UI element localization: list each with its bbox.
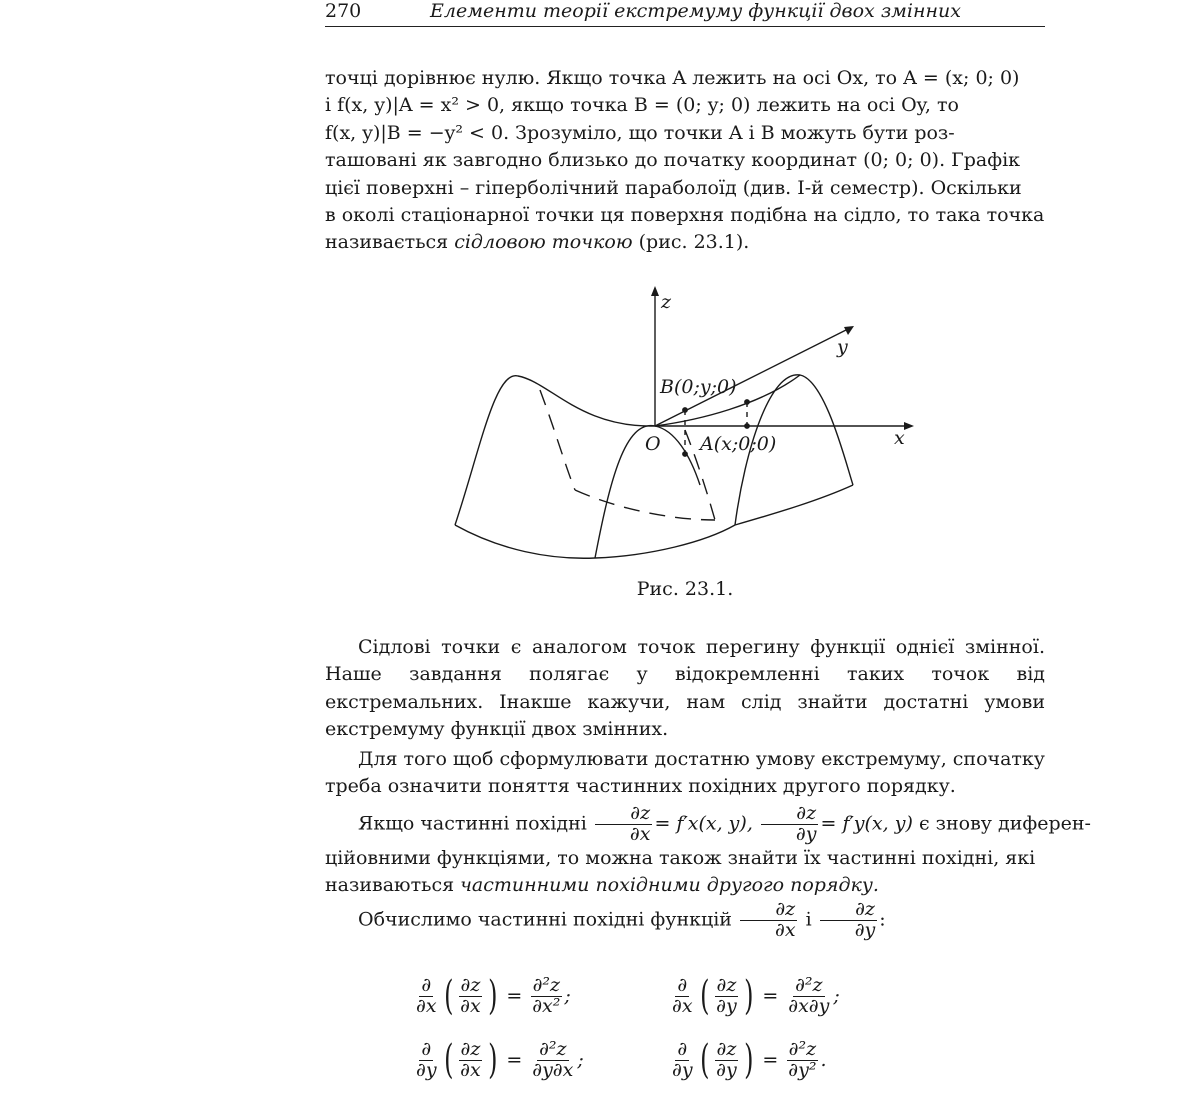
text-line: ційовними функціями, то можна також знайти їх частинні похідні, які: [325, 846, 1036, 869]
label-point-B: B(0;y;0): [660, 376, 737, 398]
label-x: x: [894, 427, 905, 449]
equation-dydx: $\frac{\partial}{\partial y}$ ( $\frac{\partial z}{\partial x}$ ) = $\frac{\text{∂²z}}{\partial y\partial x}$ ;: [416, 1037, 584, 1084]
text-line: називається сідловою точкою (рис. 23.1).: [325, 231, 750, 254]
x-axis-arrow: [904, 422, 914, 430]
emphasis-term: частинними похідними другого порядку.: [460, 874, 879, 897]
label-z: z: [661, 291, 672, 313]
text-paragraph: Сідлові точки є аналогом точок перегину функції однієї змінної. Наше завдання полягає у відокремленні таких точок від екстремальних. Інакше кажучи, нам слід знайти достатні умови екстремуму функції двох змінних.: [325, 636, 1045, 741]
equation-dxdx: $\frac{\partial}{\partial x}$ ( $\frac{\partial z}{\partial x}$ ) = $\frac{\text{∂²z}}{\text{∂x²}}$ ;: [416, 973, 571, 1020]
text-line: ташовані як завгодно близько до початку координат (0; 0; 0). Графік: [325, 149, 1021, 172]
point-A: [745, 424, 749, 428]
figure-caption: Рис. 23.1.: [636, 578, 734, 600]
text-line: Якщо частинні похідні $\frac{\partial z}{\partial x}$ = f′x(x, y), $\frac{\partial z}{\partial y}$ = f′y(x, y) є знову диферен-: [358, 802, 1091, 845]
text-line: називаються частинними похідними другого порядку.: [325, 874, 879, 897]
fraction-dz-dy: $\frac{\partial z}{\partial y}$: [761, 804, 819, 845]
paragraph-second-order: [325, 746, 1045, 801]
front-bottom-edge: [455, 525, 735, 558]
z-axis-arrow: [651, 286, 659, 296]
running-header: [325, 0, 1045, 27]
paragraph-saddle-analogy: [325, 634, 1045, 744]
right-bottom-edge: [735, 485, 853, 525]
text-line: Обчислимо частинні похідні функцій $\frac{\partial z}{\partial x}$ і $\frac{\partial z}{\partial y}$ :: [358, 898, 886, 941]
text-line: і f(x, y)|A = x² > 0, якщо точка B = (0; y; 0) лежить на осі Oy, то: [325, 94, 959, 117]
fraction-dz-dx: $\frac{\partial z}{\partial x}$: [740, 900, 798, 941]
paragraph-saddle-intro: [325, 65, 1045, 257]
paragraph-partial-derivatives: [325, 802, 1091, 900]
fraction-dz-dy: $\frac{\partial z}{\partial y}$: [820, 900, 878, 941]
text-line: в околі стаціонарної точки ця поверхня подібна на сідло, то така точка: [325, 204, 1045, 227]
text-paragraph: Для того щоб сформулювати достатню умову екстремуму, спочатку треба означити поняття частинних похідних другого порядку.: [325, 748, 1045, 798]
emphasis-term: сідловою точкою: [454, 231, 633, 254]
text-line: цієї поверхні – гіперболічний параболоїд (див. I-й семестр). Оскільки: [325, 176, 1022, 199]
chapter-title: Елементи теорії екстремуму функції двох змінних: [430, 0, 961, 22]
label-point-A: A(x;0;0): [700, 433, 777, 455]
point-B-lower: [683, 452, 687, 456]
text-line: f(x, y)|B = −y² < 0. Зрозуміло, що точки A і B можуть бути роз-: [325, 121, 955, 144]
text-line: точці дорівнює нулю. Якщо точка A лежить на осі Ox, то A = (x; 0; 0): [325, 67, 1020, 89]
left-hump-edge: [455, 376, 655, 525]
equation-dxdy: $\frac{\partial}{\partial x}$ ( $\frac{\partial z}{\partial y}$ ) = $\frac{\text{∂²z}}{\partial x\partial y}$ ;: [672, 973, 840, 1020]
point-A-upper: [745, 400, 749, 404]
label-origin: O: [645, 433, 661, 455]
point-B-upper: [683, 408, 687, 412]
saddle-surface-figure: [440, 280, 920, 570]
paragraph-compute: [325, 900, 1045, 941]
fraction-dz-dx: $\frac{\partial z}{\partial x}$: [595, 804, 653, 845]
page-number: 270: [325, 0, 362, 22]
equation-dydy: $\frac{\partial}{\partial y}$ ( $\frac{\partial z}{\partial y}$ ) = $\frac{\text{∂²z}}{\text{∂y²}}$ .: [672, 1037, 827, 1084]
label-y: y: [837, 336, 848, 358]
